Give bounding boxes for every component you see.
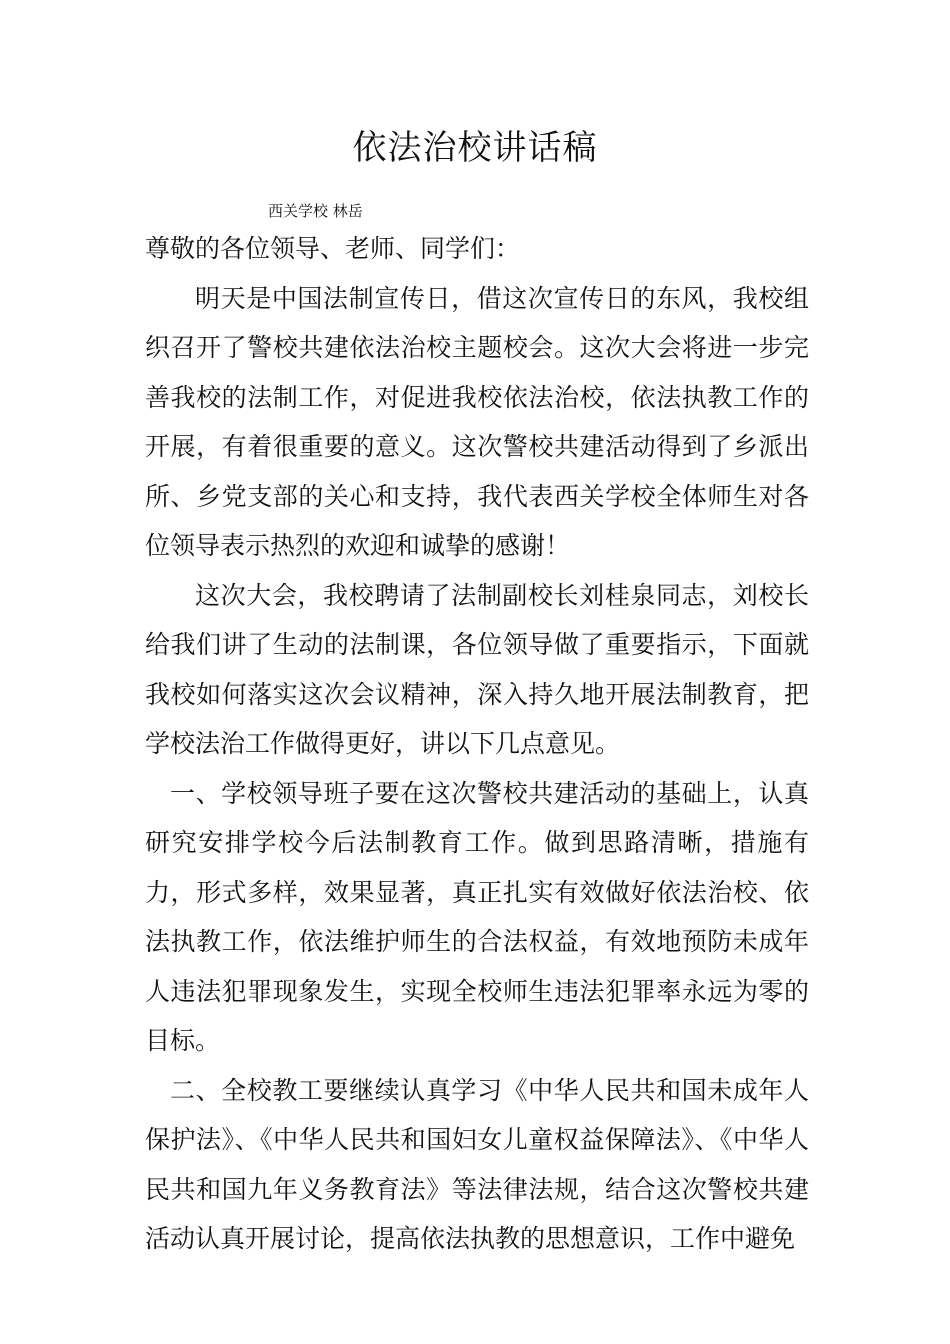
document-body [145, 224, 809, 1264]
paragraph-1: 明天是中国法制宣传日，借这次宣传日的东风，我校组织召开了警校共建依法治校主题校会。这次大会将进一步完善我校的法制工作，对促进我校依法治校，依法执教工作的开展，有着很重要的意义。这次警校共建活动得到了乡派出所、乡党支部的关心和支持，我代表西关学校全体师生对各位领导表示热烈的欢迎和诚挚的感谢！ [145, 283, 809, 560]
document-author: 西关学校 林岳 [268, 202, 363, 220]
document-title: 依法治校讲话稿 [352, 128, 598, 168]
paragraph-2: 这次大会，我校聘请了法制副校长刘桂泉同志，刘校长给我们讲了生动的法制课，各位领导做了重要指示，下面就我校如何落实这次会议精神，深入持久地开展法制教育，把学校法治工作做得更好，讲以下几点意见。 [145, 580, 809, 758]
paragraph-3: 一、学校领导班子要在这次警校共建活动的基础上，认真研究安排学校今后法制教育工作。做到思路清晰，措施有力，形式多样，效果显著，真正扎实有效做好依法治校、依法执教工作，依法维护师生的合法权益，有效地预防未成年人违法犯罪现象发生，实现全校师生违法犯罪率永远为零的目标。 [145, 778, 809, 1055]
paragraph-4: 二、全校教工要继续认真学习《中华人民共和国未成年人保护法》、《中华人民共和国妇女儿童权益保障法》、《中华人民共和国九年义务教育法》等法律法规，结合这次警校共建活动认真开展讨论，提高依法执教的思想意识，工作中避免 [145, 1075, 809, 1253]
salutation: 尊敬的各位领导、老师、同学们： [145, 234, 521, 263]
